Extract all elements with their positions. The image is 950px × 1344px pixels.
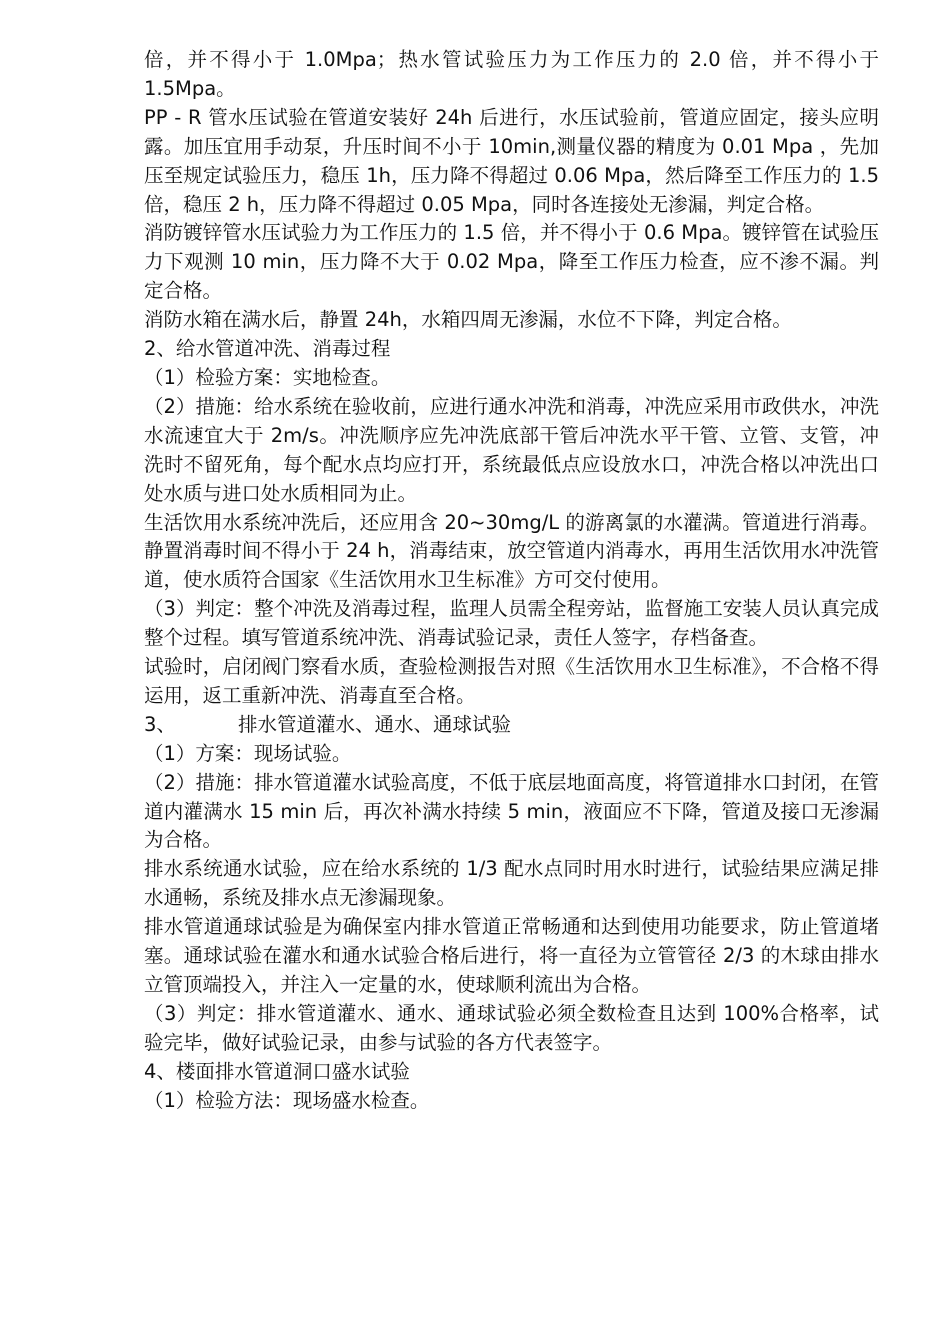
- paragraph-drainage-measures: （2）措施：排水管道灌水试验高度，不低于底层地面高度，将管道排水口封闭，在管道内灌满水 15 min 后，再次补满水持续 5 min，液面应不下降，管道及接口无渗漏为合格。: [144, 770, 879, 852]
- document-page: [144, 46, 879, 1116]
- paragraph-fire-galvanized-pipe-test: 消防镀锌管水压试验力为工作压力的 1.5 倍，并不得小于 0.6 Mpa。镀锌管在试验压力下观测 10 min，压力降不大于 0.02 Mpa，降至工作压力检查，应不渗不漏。判定合格。: [144, 221, 879, 303]
- paragraph-flushing-judgement: （3）判定：整个冲洗及消毒过程，监理人员需全程旁站，监督施工安装人员认真完成整个过程。填写管道系统冲洗、消毒试验记录，责任人签字，存档备查。: [144, 597, 879, 650]
- section-heading-flushing: 2、给水管道冲洗、消毒过程: [144, 337, 391, 361]
- paragraph-floor-drain-method: （1）检验方法：现场盛水检查。: [144, 1088, 430, 1112]
- paragraph-disinfection: 生活饮用水系统冲洗后，还应用含 20~30mg/L 的游离氯的水灌满。管道进行消毒。静置消毒时间不得小于 24 h，消毒结束，放空管道内消毒水，再用生活饮用水冲洗管道，使水质符合国家《生活饮用水卫生标准》方可交付使用。: [144, 510, 879, 592]
- section-title: 排水管道灌水、通水、通球试验: [238, 712, 512, 736]
- section-heading-drainage-tests: [144, 711, 879, 740]
- paragraph-ball-test: 排水管道通球试验是为确保室内排水管道正常畅通和达到使用功能要求，防止管道堵塞。通球试验在灌水和通水试验合格后进行，将一直径为立管管径 2/3 的木球由排水立管顶端投入，并注入一定量的水，使球顺利流出为合格。: [144, 915, 879, 996]
- paragraph-drainage-plan: （1）方案：现场试验。: [144, 741, 352, 765]
- paragraph-ppr-pressure-test: PP - R 管水压试验在管道安装好 24h 后进行，水压试验前，管道应固定，接头应明露。加压宜用手动泵，升压时间不小于 10min,测量仪器的精度为 0.01 Mpa ，先加压至规定试验压力，稳压 1h，压力降不得超过 0.06 Mpa，然后降至工作压力的 1.5 倍，稳压 2 h，压力降不得超过 0.05 Mpa，同时各连接处无渗漏，判定合格。: [144, 105, 879, 216]
- paragraph-drainage-judgement: （3）判定：排水管道灌水、通水、通球试验必须全数检查且达到 100%合格率，试验完毕，做好试验记录，由参与试验的各方代表签字。: [144, 1001, 879, 1054]
- paragraph-drainage-flow-test: 排水系统通水试验，应在给水系统的 1/3 配水点同时用水时进行，试验结果应满足排水通畅，系统及排水点无渗漏现象。: [144, 857, 879, 910]
- paragraph-pressure-test-hot-water: 倍，并不得小于 1.0Mpa；热水管试验压力为工作压力的 2.0 倍，并不得小于 1.5Mpa。: [144, 48, 879, 100]
- paragraph-fire-tank-test: 消防水箱在满水后，静置 24h，水箱四周无渗漏，水位不下降，判定合格。: [144, 308, 792, 332]
- paragraph-flushing-measures: （2）措施：给水系统在验收前，应进行通水冲洗和消毒，冲洗应采用市政供水，冲洗水流速宜大于 2m/s。冲洗顺序应先冲洗底部干管后冲洗水平干管、立管、支管，冲洗时不留死角，每个配水点均应打开，系统最低点应设放水口，冲洗合格以冲洗出口处水质与进口处水质相同为止。: [144, 394, 879, 505]
- section-number: 3、: [144, 712, 176, 736]
- paragraph-water-quality-check: 试验时，启闭阀门察看水质，查验检测报告对照《生活饮用水卫生标准》，不合格不得运用，返工重新冲洗、消毒直至合格。: [144, 655, 879, 707]
- paragraph-inspection-plan: （1）检验方案：实地检查。: [144, 365, 391, 389]
- section-heading-floor-drain-test: 4、楼面排水管道洞口盛水试验: [144, 1059, 410, 1083]
